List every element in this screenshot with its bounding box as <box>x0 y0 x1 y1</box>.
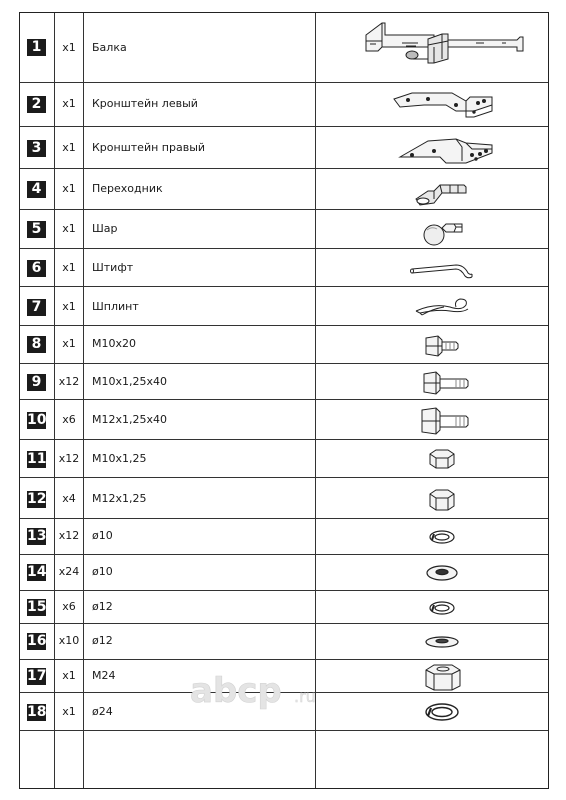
left-bracket-icon <box>316 83 550 127</box>
item-quantity: x12 <box>58 375 80 388</box>
item-number: 13 <box>27 528 47 544</box>
item-quantity: x1 <box>62 97 76 110</box>
spring-washer-icon <box>316 519 550 555</box>
item-number: 14 <box>27 564 47 580</box>
item-name: ø10 <box>92 565 113 578</box>
table-row <box>20 83 548 127</box>
large-spring-washer-icon <box>316 693 550 731</box>
item-number: 8 <box>27 336 46 353</box>
item-quantity: x6 <box>62 600 76 613</box>
flat-washer-icon <box>316 624 550 660</box>
item-name: Кронштейн правый <box>92 141 206 154</box>
item-name: M24 <box>92 669 116 682</box>
item-number: 15 <box>27 599 47 615</box>
item-quantity: x12 <box>58 452 80 465</box>
item-name: M12x1,25 <box>92 492 147 505</box>
table-row <box>20 210 548 249</box>
item-quantity: x1 <box>62 300 76 313</box>
item-name: ø10 <box>92 529 113 542</box>
table-row <box>20 555 548 591</box>
table-row <box>20 400 548 440</box>
table-row <box>20 169 548 210</box>
item-quantity: x1 <box>62 705 76 718</box>
svg-text:abcp: abcp <box>190 672 282 711</box>
item-name: Балка <box>92 41 127 54</box>
pin-icon <box>316 249 550 287</box>
item-quantity: x12 <box>58 529 80 542</box>
svg-text:.ru: .ru <box>294 687 316 706</box>
item-number: 3 <box>27 140 46 157</box>
item-name: ø24 <box>92 705 113 718</box>
cotter-pin-icon <box>316 287 550 326</box>
item-name: Штифт <box>92 261 134 274</box>
item-name: M10x20 <box>92 337 136 350</box>
spring-washer-icon <box>316 591 550 624</box>
item-number: 17 <box>27 668 47 684</box>
item-number: 1 <box>27 39 46 56</box>
item-name: Шплинт <box>92 300 139 313</box>
item-number: 5 <box>27 221 46 238</box>
right-bracket-icon <box>316 127 550 169</box>
table-row <box>20 326 548 364</box>
item-name: Переходник <box>92 182 163 195</box>
watermark-logo <box>190 672 340 712</box>
bolt-icon <box>316 364 550 400</box>
item-quantity: x1 <box>62 182 76 195</box>
hex-nut-icon <box>316 478 550 519</box>
flat-washer-icon <box>316 555 550 591</box>
item-quantity: x24 <box>58 565 80 578</box>
table-row <box>20 624 548 660</box>
item-quantity: x1 <box>62 669 76 682</box>
item-quantity: x10 <box>58 634 80 647</box>
item-name: Кронштейн левый <box>92 97 198 110</box>
table-row <box>20 127 548 169</box>
table-row <box>20 364 548 400</box>
item-name: M10x1,25 <box>92 452 147 465</box>
item-number: 18 <box>27 704 47 720</box>
item-quantity: x1 <box>62 337 76 350</box>
item-number: 7 <box>27 299 46 316</box>
item-number: 11 <box>27 451 47 467</box>
item-quantity: x6 <box>62 413 76 426</box>
item-name: ø12 <box>92 634 113 647</box>
item-name: ø12 <box>92 600 113 613</box>
item-quantity: x1 <box>62 141 76 154</box>
table-row <box>20 591 548 624</box>
item-number: 9 <box>27 374 46 391</box>
table-row <box>20 287 548 326</box>
adapter-icon <box>316 169 550 210</box>
table-row <box>20 440 548 478</box>
item-number: 10 <box>27 412 47 428</box>
item-number: 12 <box>27 491 47 507</box>
bolt-short-icon <box>316 326 550 364</box>
table-row <box>20 478 548 519</box>
table-row <box>20 519 548 555</box>
item-quantity: x4 <box>62 492 76 505</box>
item-number: 2 <box>27 96 46 113</box>
item-quantity: x1 <box>62 41 76 54</box>
item-number: 4 <box>27 181 46 198</box>
item-number: 6 <box>27 260 46 277</box>
item-name: M12x1,25x40 <box>92 413 167 426</box>
table-row <box>20 249 548 287</box>
table-row <box>20 13 548 83</box>
item-name: M10x1,25x40 <box>92 375 167 388</box>
item-quantity: x1 <box>62 261 76 274</box>
hex-nut-icon <box>316 440 550 478</box>
bolt-large-icon <box>316 400 550 440</box>
tow-ball-icon <box>316 210 550 249</box>
beam-icon <box>316 13 550 83</box>
large-hex-nut-icon <box>316 660 550 693</box>
item-quantity: x1 <box>62 222 76 235</box>
item-number: 16 <box>27 633 47 649</box>
item-name: Шар <box>92 222 118 235</box>
